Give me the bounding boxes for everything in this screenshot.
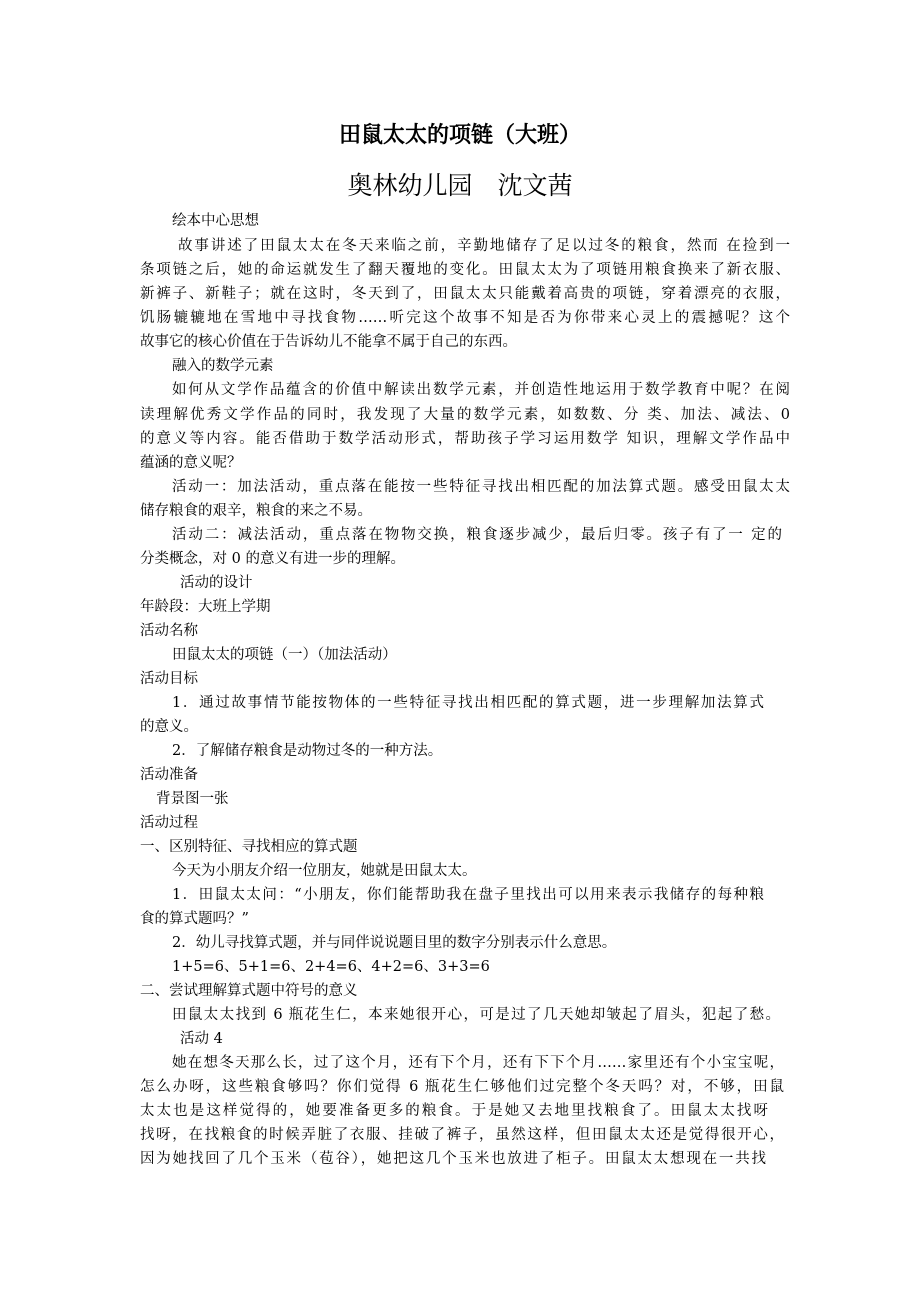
heading-math-elements: 融入的数学元素 xyxy=(172,358,274,374)
text-line: 背景图一张 xyxy=(156,791,229,807)
text-line: 二、尝试理解算式题中符号的意义 xyxy=(140,983,358,999)
text-line: 2．幼儿寻找算式题，并与同伴说说题目里的数字分别表示什么意思。 xyxy=(172,935,617,951)
text-line: 的意义等内容。能否借助于数学活动形式，帮助孩子学习运用数学 知识，理解文学作品中 xyxy=(140,431,790,447)
text-line: 田鼠太太的项链（一）（加法活动） xyxy=(172,647,397,663)
document-title: 田鼠太太的项链（大班） xyxy=(338,123,581,148)
text-line: 的意义。 xyxy=(140,719,198,735)
text-line: 她在想冬天那么长，过了这个月，还有下个月，还有下下个月……家里还有个小宝宝呢， xyxy=(172,1055,784,1071)
text-line: 分类概念，对 0 的意义有进一步的理解。 xyxy=(140,551,405,567)
text-line: 储存粮食的艰辛，粮食的来之不易。 xyxy=(140,503,372,519)
text-line: 1．通过故事情节能按物体的一些特征寻找出相匹配的算式题，进一步理解加法算式 xyxy=(172,695,764,711)
document-author: 奥林幼儿园 沈文茜 xyxy=(347,171,573,200)
text-line: 食的算式题吗？” xyxy=(140,911,249,927)
text-line: 因为她找回了几个玉米（苞谷），她把这几个玉米也放进了柜子。田鼠太太想现在一共找 xyxy=(140,1151,766,1167)
text-line: 田鼠太太找到 6 瓶花生仁，本来她很开心，可是过了几天她却皱起了眉头，犯起了愁。 xyxy=(172,1007,780,1023)
text-line: 怎么办呀，这些粮食够吗？你们觉得 6 瓶花生仁够他们过完整个冬天吗？对，不够，田鼠 xyxy=(140,1079,784,1095)
text-line: 找呀，在找粮食的时候弄脏了衣服、挂破了裤子，虽然这样，但田鼠太太还是觉得很开心， xyxy=(140,1127,784,1143)
text-line: 如何从文学作品蕴含的价值中解读出数学元素，并创造性地运用于数学教育中呢？在阅 xyxy=(172,382,790,398)
heading-activity-goal: 活动目标 xyxy=(140,671,198,687)
text-line: 活动 4 xyxy=(180,1031,223,1047)
heading-central-idea: 绘本中心思想 xyxy=(172,213,259,229)
text-line: 2．了解储存粮食是动物过冬的一种方法。 xyxy=(172,743,443,759)
text-line: 今天为小朋友介绍一位朋友，她就是田鼠太太。 xyxy=(172,863,477,879)
text-line: 饥肠辘辘地在雪地中寻找食物……听完这个故事不知是否为你带来心灵上的震撼呢？这个 xyxy=(140,310,790,326)
heading-activity-prep: 活动准备 xyxy=(140,767,198,783)
text-line: 读理解优秀文学作品的同时，我发现了大量的数学元素，如数数、分 类、加法、减法、0 xyxy=(140,407,790,423)
heading-activity-name: 活动名称 xyxy=(140,623,198,639)
text-line: 活动一：加法活动，重点落在能按一些特征寻找出相匹配的加法算式题。感受田鼠太太 xyxy=(172,479,790,495)
text-line: 年龄段：大班上学期 xyxy=(140,599,271,615)
text-line: 新裤子、新鞋子；就在这时，冬天到了，田鼠太太只能戴着高贵的项链，穿着漂亮的衣服， xyxy=(140,286,790,302)
text-line: 条项链之后，她的命运就发生了翻天覆地的变化。田鼠太太为了项链用粮食换来了新衣服、 xyxy=(140,262,790,278)
heading-activity-process: 活动过程 xyxy=(140,815,198,831)
text-line: 故事它的核心价值在于告诉幼儿不能拿不属于自己的东西。 xyxy=(140,334,517,350)
text-line: 1．田鼠太太问：“小朋友，你们能帮助我在盘子里找出可以用来表示我储存的每种粮 xyxy=(172,887,764,903)
text-line: 一、区别特征、寻找相应的算式题 xyxy=(140,839,358,855)
equation-line: 1+5=6、5+1=6、2+4=6、4+2=6、3+3=6 xyxy=(172,959,490,975)
text-line: 活动二：减法活动，重点落在物物交换，粮食逐步减少，最后归零。孩子有了一 定的 xyxy=(172,527,782,543)
text-line: 故事讲述了田鼠太太在冬天来临之前，辛勤地储存了足以过冬的粮食，然而 在捡到一 xyxy=(178,238,790,254)
text-line: 太太也是这样觉得的，她要准备更多的粮食。于是她又去地里找粮食了。田鼠太太找呀 xyxy=(140,1103,768,1119)
text-line: 蕴涵的意义呢？ xyxy=(140,455,242,471)
heading-activity-design: 活动的设计 xyxy=(180,575,253,591)
